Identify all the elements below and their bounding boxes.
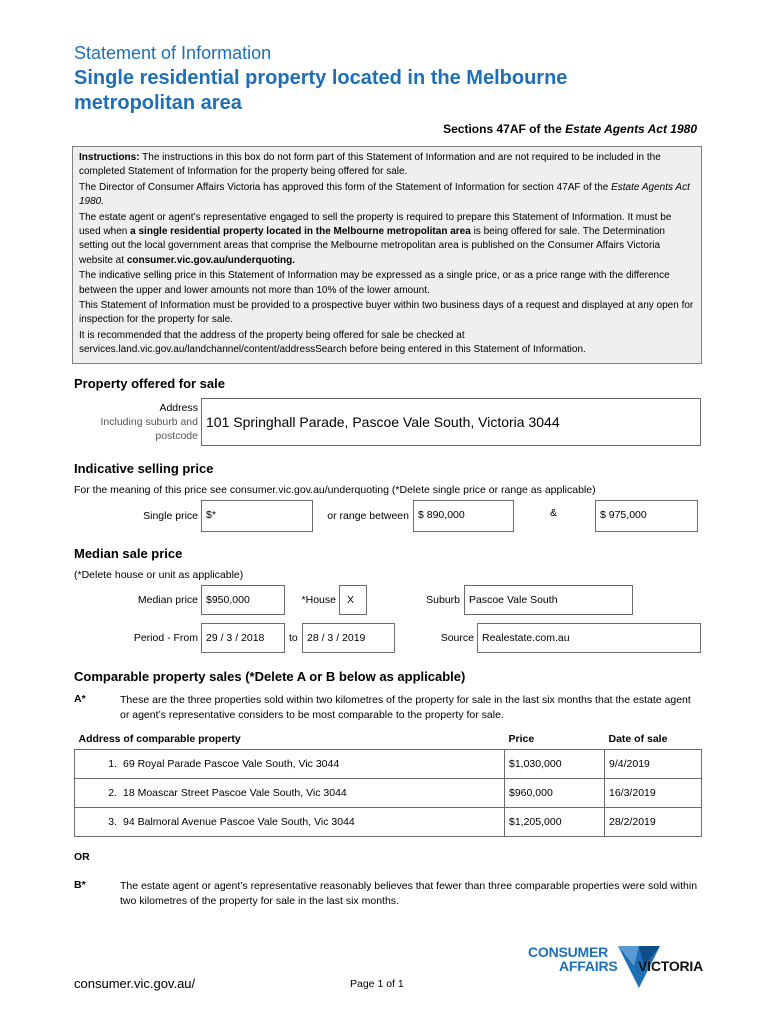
option-a-marker: A* (74, 693, 86, 705)
address-value: 101 Springhall Parade, Pascoe Vale South, Victoria 3044 (206, 414, 560, 430)
address-label-line3: postcode (155, 430, 198, 442)
row-price[interactable]: $1,205,000 (505, 808, 605, 837)
instructions-p3-text-c: is being offered for sale. The Determination setting out the local government areas that comprise the Melbourne metropolitan area is published on the Consumer Affairs Victoria website at (79, 226, 665, 266)
row-number: 1. (108, 758, 117, 770)
instructions-p1-text: The instructions in this box do not form part of this Statement of Information and are not required to be included in the completed Statement of Information for the property being offered for sale. (79, 152, 661, 178)
instructions-p1 (79, 151, 695, 180)
single-price-value: $* (206, 509, 216, 521)
option-a-text: These are the three properties sold within two kilometres of the property for sale in the last six months that the estate agent or agent’s representative considers to be most comparable to the property for sale. (120, 694, 691, 721)
instructions-p5: This Statement of Information must be provided to a prospective buyer within two business days of a request and displayed at any open for inspection for the property for sale. (79, 300, 694, 326)
source-label: Source (440, 632, 474, 644)
range-low-field[interactable] (413, 500, 514, 532)
indicative-heading: Indicative selling price (74, 461, 214, 476)
address-field[interactable] (201, 398, 701, 446)
instructions-box (72, 146, 702, 364)
row-address: 18 Moascar Street Pascoe Vale South, Vic 3044 (123, 787, 347, 799)
row-address: 94 Balmoral Avenue Pascoe Vale South, Vic 3044 (123, 816, 355, 828)
comparable-heading: Comparable property sales (*Delete A or B below as applicable) (74, 669, 466, 684)
period-from-label: Period - From (133, 632, 198, 644)
row-address-cell[interactable] (75, 779, 505, 808)
sections-line (443, 122, 697, 136)
page-number: Page 1 of 1 (350, 978, 404, 990)
indicative-note: For the meaning of this price see consumer.vic.gov.au/underquoting (*Delete single price or range as applicable) (74, 484, 596, 496)
logo-line2: AFFAIRS (559, 958, 618, 974)
instructions-p3-bold: a single residential property located in the Melbourne metropolitan area (130, 226, 471, 238)
house-field[interactable] (339, 585, 367, 615)
median-note: (*Delete house or unit as applicable) (74, 569, 244, 581)
table-row (75, 779, 702, 808)
suburb-value: Pascoe Vale South (469, 594, 558, 606)
suburb-label: Suburb (426, 594, 460, 606)
median-price-field[interactable] (201, 585, 285, 615)
range-ampersand: & (550, 507, 558, 519)
instructions-p2-text: The Director of Consumer Affairs Victoria has approved this form of the Statement of Information for section 47AF of the (79, 181, 612, 193)
median-price-label: Median price (137, 594, 198, 606)
address-label-line1: Address (159, 402, 198, 414)
instructions-p2 (79, 181, 695, 210)
comparable-table-header (75, 733, 702, 750)
row-date[interactable]: 28/2/2019 (605, 808, 702, 837)
row-address: 69 Royal Parade Pascoe Vale South, Vic 3044 (123, 758, 340, 770)
source-value: Realestate.com.au (482, 632, 570, 644)
comparable-table (74, 733, 702, 837)
instructions-p6: It is recommended that the address of the property being offered for sale be checked at services.land.vic.gov.au/landchannel/content/addressSearch before being entered in this Statement of Information. (79, 329, 586, 356)
single-price-label: Single price (143, 510, 198, 522)
option-b-text: The estate agent or agent’s representative reasonably believes that fewer than three comparable properties were sold within two kilometres of the property for sale in the last six months. (120, 880, 698, 907)
period-from-value: 29 / 3 / 2018 (206, 632, 265, 644)
address-label-line2: Including suburb and (100, 416, 198, 428)
range-low-value: $ 890,000 (418, 509, 465, 521)
row-number: 3. (108, 816, 117, 828)
period-to-value: 28 / 3 / 2019 (307, 632, 366, 644)
table-row (75, 750, 702, 779)
footer-url[interactable]: consumer.vic.gov.au/ (74, 976, 196, 991)
col-address: Address of comparable property (78, 733, 241, 745)
col-date: Date of sale (608, 733, 668, 745)
row-date[interactable]: 16/3/2019 (605, 779, 702, 808)
statement-heading: Statement of Information (74, 43, 272, 63)
col-price: Price (508, 733, 535, 745)
page-title: Single residential property located in the Melbourne metropolitan area (74, 67, 568, 114)
period-from-field[interactable] (201, 623, 285, 653)
address-label (80, 401, 198, 443)
house-label: *House (301, 594, 336, 606)
or-separator: OR (74, 851, 90, 863)
median-heading: Median sale price (74, 546, 183, 561)
period-to-label: to (289, 632, 298, 644)
row-address-cell[interactable] (75, 750, 505, 779)
logo-line3: VICTORIA (638, 958, 704, 974)
range-high-value: $ 975,000 (600, 509, 647, 521)
range-label: or range between (327, 510, 409, 522)
option-b-marker: B* (74, 879, 86, 891)
logo-line1: CONSUMER (528, 944, 609, 960)
instructions-p3-link: consumer.vic.gov.au/underquoting. (126, 254, 295, 266)
consumer-affairs-logo (528, 944, 704, 990)
source-field[interactable] (477, 623, 701, 653)
row-number: 2. (108, 787, 117, 799)
sections-act: Estate Agents Act 1980 (565, 122, 697, 136)
instructions-p3 (79, 211, 695, 269)
row-price[interactable]: $1,030,000 (505, 750, 605, 779)
instructions-p3-text-a: The estate agent or agent’s representative engaged to sell the property is required to prepare this Statement of Information. It must be used when (79, 211, 672, 238)
instructions-p2-act: Estate Agents Act 1980. (79, 181, 690, 208)
median-price-value: $950,000 (206, 594, 250, 606)
sections-prefix: Sections 47AF of the (443, 122, 566, 136)
table-row (75, 808, 702, 837)
range-high-field[interactable] (595, 500, 698, 532)
row-address-cell[interactable] (75, 808, 505, 837)
row-date[interactable]: 9/4/2019 (605, 750, 702, 779)
house-value: X (347, 594, 355, 606)
instructions-lead: Instructions: (79, 152, 140, 163)
suburb-field[interactable] (464, 585, 633, 615)
period-to-field[interactable] (302, 623, 395, 653)
single-price-field[interactable] (201, 500, 313, 532)
instructions-p4: The indicative selling price in this Statement of Information may be expressed as a single price, or as a price range with the difference between the upper and lower amounts not more than 10% of the lower amount. (79, 270, 670, 296)
property-heading: Property offered for sale (74, 376, 225, 391)
row-price[interactable]: $960,000 (505, 779, 605, 808)
